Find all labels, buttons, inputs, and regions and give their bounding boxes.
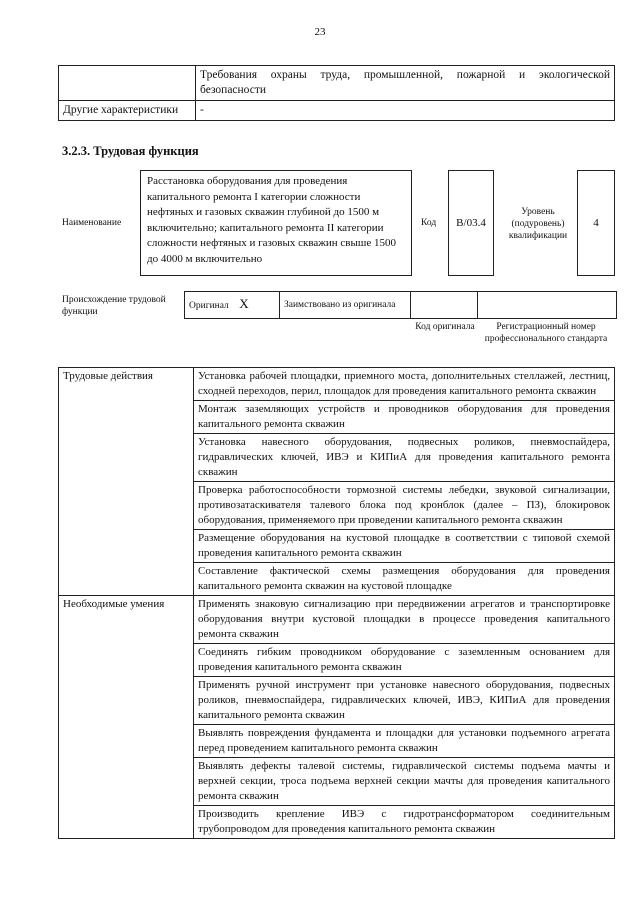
empty-cell [59,66,196,101]
origin-label: Происхождение трудовой функции [62,295,166,317]
original-cell [185,292,280,319]
skill-item: Соединять гибким проводником оборудование с заземленным основанием для проведения капитального ремонта скважин [194,644,615,677]
labor-action-item: Установка навесного оборудования, подвесных роликов, пневмоспайдера, гидравлических ключей, ИВЭ и КИПиА для проведения капитального ремонта скважин [194,434,615,482]
labor-action-item: Установка рабочей площадки, приемного моста, дополнительных стеллажей, лестниц, сходней переходов, перил, площадок для проведения капитального ремонта скважин [194,368,615,401]
other-characteristics-value: - [196,101,615,121]
labor-action-item: Проверка работоспособности тормозной системы лебедки, звуковой сигнализации, противозатаскивателя талевого блока под кронблок (далее – ПЗ), блокировок оборудования, применяемого при проведении капитального ремонта скважин [194,482,615,530]
function-name-box: Расстановка оборудования для проведения капитального ремонта I категории сложности нефтяных и газовых скважин глубиной до 1500 м включительно; капитального ремонта II категории сложности нефтяных и газовых скважин свыше 1500 до 4000 м включительно [140,170,412,276]
reg-number-cell [478,292,617,319]
table-row [59,596,615,644]
code-label: Код [421,218,437,228]
origin-table [184,291,617,319]
skill-item: Применять ручной инструмент при установке навесного оборудования, подвесных роликов, пневмоспайдера, гидравлических ключей, ИВЭ, КИПиА для проведения капитального ремонта скважин [194,677,615,725]
qualification-level-box [577,170,615,276]
skill-item: Производить крепление ИВЭ с гидротрансформатором соединительным трубопроводом для проведения капитального ремонта скважин [194,806,615,839]
page-number: 23 [314,26,326,38]
labor-action-item: Монтаж заземляющих устройств и проводников оборудования для проведения капитального ремонта скважин [194,401,615,434]
labor-action-item: Составление фактической схемы размещения оборудования для проведения капитального ремонта скважин на кустовой площадке [194,563,615,596]
original-code-label: Код оригинала [415,322,475,332]
table-row [59,101,615,121]
qualification-level-label: Уровень (подуровень) квалификации [508,207,568,241]
table-row [185,292,617,319]
table-row [59,368,615,401]
labor-function-table [58,367,615,839]
section-heading: 3.2.3. Трудовая функция [62,144,199,158]
labor-action-item: Размещение оборудования на кустовой площадке в соответствии с типовой схемой проведения капитального ремонта скважин [194,530,615,563]
function-code-box [448,170,494,276]
skills-label: Необходимые умения [59,596,194,839]
function-code-value: B/03.4 [456,217,486,229]
continuation-table [58,65,615,121]
skill-item: Выявлять дефекты талевой системы, гидравлической системы подъема мачты и верхней секции, троса подъема верхней секции мачты для проведения капитального ремонта скважин [194,758,615,806]
labor-actions-label: Трудовые действия [59,368,194,596]
reg-number-label: Регистрационный номер профессионального стандарта [484,322,608,344]
skill-item: Выявлять повреждения фундамента и площадки для установки подъемного агрегата перед проведением капитального ремонта скважин [194,725,615,758]
table-row [59,66,615,101]
original-label: Оригинал [189,301,229,311]
requirements-text: Требования охраны труда, промышленной, пожарной и экологической безопасности [196,66,615,101]
qualification-level-value: 4 [593,217,599,229]
other-characteristics-label: Другие характеристики [59,101,196,121]
original-code-cell [411,292,478,319]
name-label: Наименование [62,218,122,228]
skill-item: Применять знаковую сигнализацию при передвижении агрегатов и транспортировке оборудования внутри кустовой площадки в процессе проведения капитального ремонта скважин [194,596,615,644]
original-mark: X [239,296,249,311]
borrowed-cell: Заимствовано из оригинала [280,292,411,319]
